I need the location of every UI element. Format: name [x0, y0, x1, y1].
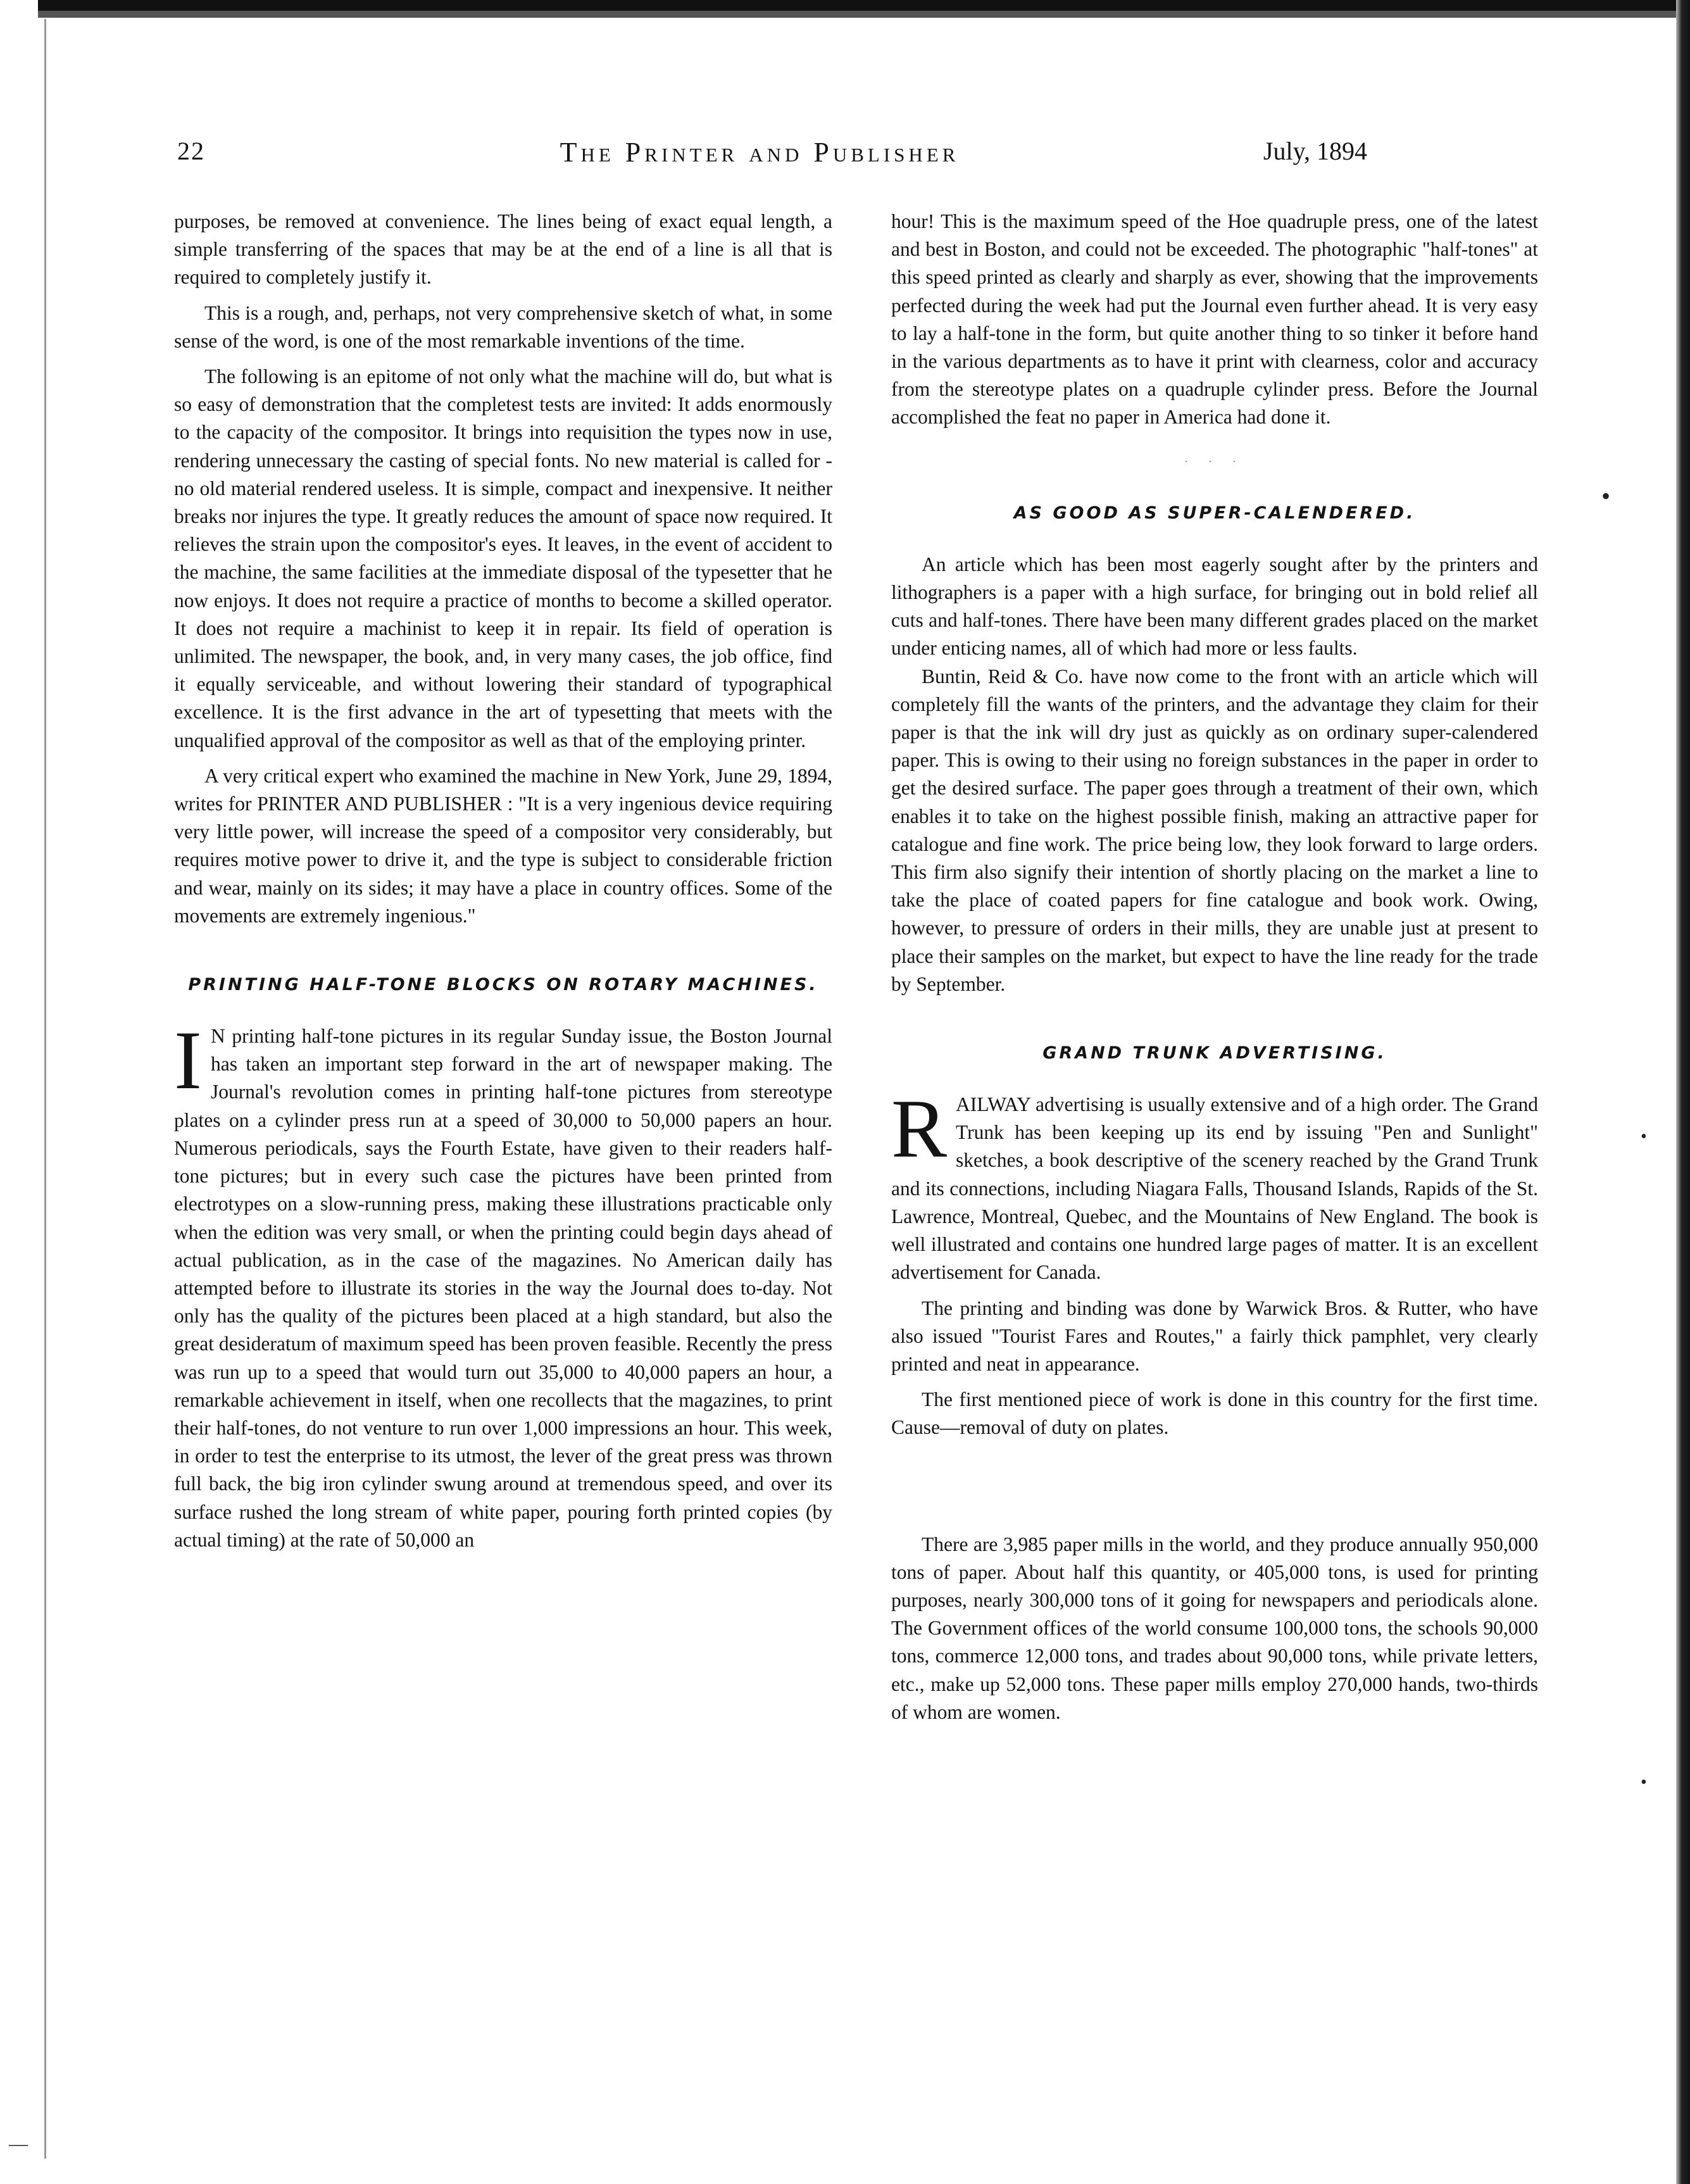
article-heading: AS GOOD AS SUPER-CALENDERED. — [1013, 503, 1416, 523]
article-body — [891, 1082, 1538, 1286]
paragraph: Buntin, Reid & Co. have now come to the front with an article which will completely fill the wants of the printers, and the advantage they claim for their paper is that the ink will dry just as quickly as on ordinary super-calendered paper. This is owing to their using no foreign substances in the paper in order to get the desired surface. The paper goes through a treatment of their own, which enables it to take on the highest possible finish, making an attractive paper for catalogue and fine work. The price being low, they look forward to large orders. This firm also signify their intention of shortly placing on the market a line to take the place of coated papers for fine catalogue and book work. Owing, however, to pressure of orders in their mills, they are unable just at present to place their samples on the market, but expect to have the line ready for the trade by September. — [891, 665, 1538, 995]
scan-edge-right — [1676, 0, 1690, 2184]
drop-cap: R — [891, 1082, 948, 1176]
scan-speck: • — [1601, 482, 1611, 510]
article-heading: PRINTING HALF-TONE BLOCKS ON ROTARY MACHINES. — [188, 975, 818, 995]
page-number: 22 — [177, 137, 205, 165]
left-column — [174, 208, 832, 1554]
paragraph: A very critical expert who examined the machine in New York, June 29, 1894, writes for PRINTER AND PUBLISHER : "It is a very ingenious device requiring very little power, will increase the speed of a compositor very considerably, but requires motive power to drive it, and the type is subject to considerable friction and wear, mainly on its sides; it may have a place in country offices. Some of the movements are extremely ingenious." — [174, 764, 832, 927]
paragraph: This is a rough, and, perhaps, not very comprehensive sketch of what, in some sense of the word, is one of the most remarkable inventions of the time. — [174, 301, 832, 352]
paragraph: purposes, be removed at convenience. The lines being of exact equal length, a simple transferring of the spaces that may be at the end of a line is all that is required to completely justify it. — [174, 210, 832, 289]
scan-edge-top — [38, 0, 1690, 18]
scan-speck: • — [1641, 1773, 1647, 1792]
paragraph: The printing and binding was done by Warwick Bros. & Rutter, who have also issued "Tourist Fares and Routes," a fairly thick pamphlet, very clearly printed and neat in appearance. — [891, 1296, 1538, 1375]
paragraph: hour! This is the maximum speed of the Hoe quadruple press, one of the latest and best in Boston, and could not be exceeded. The photographic "half-tones" at this speed printed as clearly and sharply as ever, showing that the improvements perfected during the week had put the Journal even further ahead. It is very easy to lay a half-tone in the form, but quite another thing to so tinker it before hand in the various departments as to have it print with clearness, color and accuracy from the stereotype plates on a quadruple cylinder press. Before the Journal accomplished the feat no paper in America had done it. — [891, 210, 1538, 429]
scan-speck: • — [1641, 1127, 1647, 1146]
paragraph: The following is an epitome of not only what the machine will do, but what is so easy of demonstration that the completest tests are invited: It adds enormously to the capacity of the compositor. It brings into requisition the types now in use, rendering unnecessary the casting of special fonts. No new material is called for -no old material rendered useless. It is simple, compact and inexpensive. It neither breaks nor injures the type. It greatly reduces the amount of space now required. It relieves the strain upon the compositor's eyes. It leaves, in the event of accident to the machine, the same facilities at the immediate disposal of the typesetter that he now enjoys. It does not require a practice of months to become a skilled operator. It does not require a machinist to keep it in repair. Its field of operation is unlimited. The newspaper, the book, and, in very many cases, the job office, find it equally serviceable, and without lowering their standard of typographical excellence. It is the first advance in the art of typesetting that meets with the unqualified approval of the compositor as well as that of the employing printer. — [174, 365, 832, 751]
article-text: AILWAY advertising is usually extensive and of a high order. The Grand Trunk has been keeping up its end by issuing "Pen and Sunlight" sketches, a book descriptive of the scenery reached by the Grand Trunk and its connections, including Niagara Falls, Thousand Islands, Rapids of the St. Lawrence, Montreal, Quebec, and the Mountains of New England. The book is well illustrated and contains one hundred large pages of matter. It is an excellent advertisement for Canada. — [891, 1093, 1538, 1284]
article-body — [174, 1014, 832, 1554]
drop-cap: I — [174, 1014, 202, 1107]
issue-date: July, 1894 — [1263, 137, 1367, 165]
paragraph: The first mentioned piece of work is done in this country for the first time. Cause—removal of duty on plates. — [891, 1388, 1538, 1439]
publication-title: The Printer and Publisher — [560, 137, 960, 168]
article-text: N printing half-tone pictures in its regular Sunday issue, the Boston Journal has taken an important step forward in the art of newspaper making. The Journal's revolution comes in printing half-tone pictures from stereotype plates on a cylinder press run at a speed of 30,000 to 50,000 papers an hour. Numerous periodicals, says the Fourth Estate, have given to their readers half-tone pictures; but in every such case the pictures have been printed from electrotypes on a slow-running press, making these illustrations practicable only when the edition was very small, or when the printing could begin days ahead of actual publication, as in the case of the magazines. No American daily has attempted before to illustrate its stories in the way the Journal does to-day. Not only has the quality of the pictures been placed at a high standard, but also the great desideratum of maximum speed has been proven feasible. Recently the press was run up to a speed that would turn out 35,000 to 40,000 papers an hour, a remarkable achievement in itself, when one recollects that the magazines, to print their half-tones, do not venture to run over 1,000 impressions an hour. This week, in order to test the enterprise to its utmost, the lever of the great press was thrown full back, the big iron cylinder swung around at tremendous speed, and over its surface rushed the long stream of white paper, pouring forth printed copies (by actual timing) at the rate of 50,000 an — [174, 1025, 832, 1551]
scan-speck: — — [9, 2133, 28, 2154]
right-column — [891, 208, 1538, 1726]
running-header — [177, 136, 1367, 174]
article-heading: GRAND TRUNK ADVERTISING. — [1042, 1043, 1387, 1064]
scan-edge-left — [44, 19, 46, 2159]
paragraph: There are 3,985 paper mills in the world, and they produce annually 950,000 tons of paper. About half this quantity, or 405,000 tons, is used for printing purposes, nearly 300,000 tons of it going for newspapers and periodicals alone. The Government offices of the world consume 100,000 tons, the schools 90,000 tons, commerce 12,000 tons, and trades about 90,000 tons, while private letters, etc., make up 52,000 tons. These paper mills employ 270,000 hands, two-thirds of whom are women. — [891, 1533, 1538, 1723]
paragraph: An article which has been most eagerly sought after by the printers and lithographers is a paper with a high surface, for bringing out in bold relief all cuts and half-tones. There have been many different grades placed on the market under enticing names, all of which had more or less faults. — [891, 553, 1538, 660]
separator: . . . — [1184, 451, 1245, 465]
